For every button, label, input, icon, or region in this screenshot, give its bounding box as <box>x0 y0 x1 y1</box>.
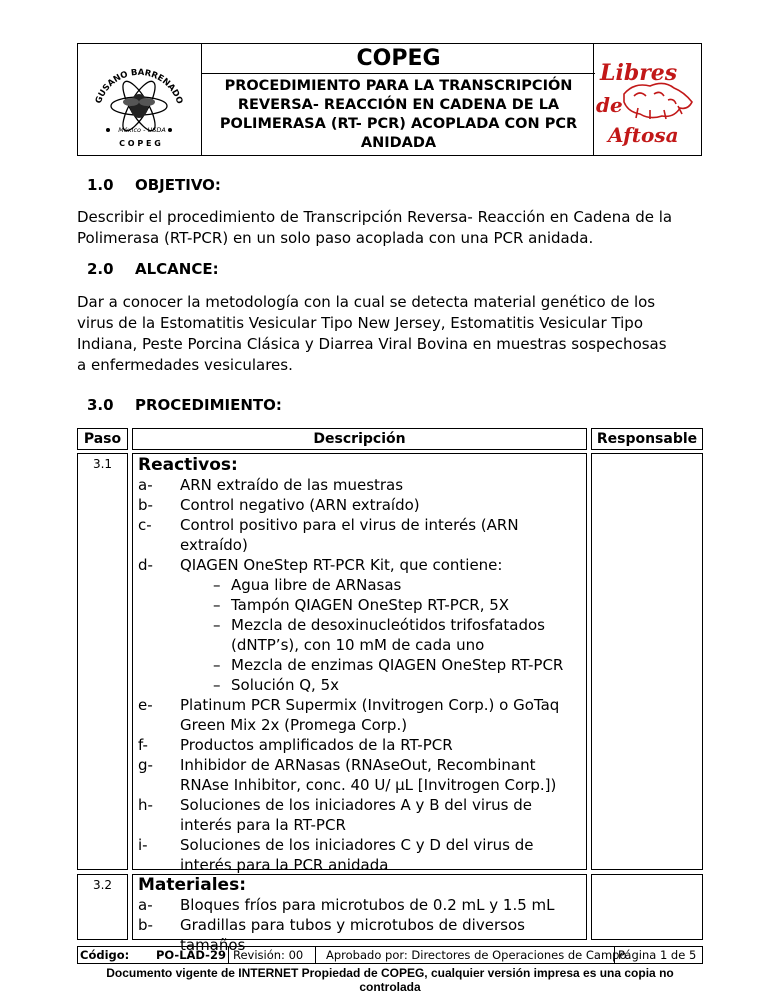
logo-script-top: Libres <box>600 60 678 86</box>
body-line: virus de la Estomatitis Vesicular Tipo New Jersey, Estomatitis Vesicular Tipo <box>77 314 643 332</box>
list-item: h- Soluciones de los iniciadores A y B del virus de interés para la RT-PCR <box>138 796 532 834</box>
list-item: b- Gradillas para tubos y microtubos de diversos tamaños <box>138 916 525 954</box>
section-number: 1.0 <box>87 176 114 194</box>
body-line: Polimerasa (RT-PCR) en un solo paso acoplada con una PCR anidada. <box>77 229 594 247</box>
subtitle-line: PROCEDIMIENTO PARA LA TRANSCRIPCIÓN <box>224 78 573 94</box>
body-line: Dar a conocer la metodología con la cual se detecta material genético de los <box>77 293 656 311</box>
list-item: a- ARN extraído de las muestras <box>138 476 404 494</box>
table-row-description <box>132 874 587 954</box>
page-title: COPEG <box>202 44 595 74</box>
list-item: d- QIAGEN OneStep RT-PCR Kit, que contiene: <box>138 556 503 574</box>
header-title-block <box>202 44 595 155</box>
table-row-responsable <box>591 874 703 940</box>
document-header <box>77 43 702 156</box>
sub-list-item: – Solución Q, 5x <box>213 676 340 694</box>
list-item: e- Platinum PCR Supermix (Invitrogen Corp.) o GoTaq Green Mix 2x (Promega Corp.) <box>138 696 560 734</box>
sub-list-item: – Agua libre de ARNasas <box>213 576 402 594</box>
column-header-descripcion: Descripción <box>132 428 587 450</box>
section-body <box>77 292 702 376</box>
list-item: b- Control negativo (ARN extraído) <box>138 496 420 514</box>
table-row-step: 3.1 <box>77 453 128 870</box>
seal-mid-text: México - USDA <box>118 126 166 134</box>
document-subtitle <box>202 74 595 153</box>
footer-note: Documento vigente de INTERNET Propiedad de COPEG, cualquier versión impresa es una copia no controlada <box>106 966 674 994</box>
body-line: Indiana, Peste Porcina Clásica y Diarrea Viral Bovina en muestras sospechosas <box>77 335 667 353</box>
list-item: c- Control positivo para el virus de interés (ARN extraído) <box>138 516 519 554</box>
subtitle-line: ANIDADA <box>360 135 437 151</box>
section-number: 2.0 <box>87 260 114 278</box>
list-item: a- Bloques fríos para microtubos de 0.2 mL y 1.5 mL <box>138 896 555 914</box>
footer-approved: Aprobado por: Directores de Operaciones de Campo <box>326 948 627 962</box>
section-title: OBJETIVO: <box>135 176 221 194</box>
copeg-seal-logo <box>78 44 202 155</box>
subtitle-line: REVERSA- REACCIÓN EN CADENA DE LA <box>237 97 560 113</box>
seal-arc-text: GUSANO BARRENADO <box>93 67 185 106</box>
cattle-drawing <box>624 83 692 119</box>
footer-code: PO-LAD-29 <box>156 948 226 962</box>
libres-de-aftosa-logo <box>593 44 701 155</box>
section-title: ALCANCE: <box>135 260 219 278</box>
seal-bottom-text: C O P E G <box>119 139 161 148</box>
sub-list-item: – Tampón QIAGEN OneStep RT-PCR, 5X <box>213 596 510 614</box>
body-line: a enfermedades vesiculares. <box>77 356 293 374</box>
table-row-step: 3.2 <box>77 874 128 940</box>
sub-list-item: – Mezcla de desoxinucleótidos trifosfatados (dNTP’s), con 10 mM de cada uno <box>213 616 545 654</box>
column-header-responsable: Responsable <box>591 428 703 450</box>
footer-revision: Revisión: 00 <box>233 948 304 962</box>
list-item: f- Productos amplificados de la RT-PCR <box>138 736 453 754</box>
document-footer <box>77 946 703 964</box>
body-line: Describir el procedimiento de Transcripción Reversa- Reacción en Cadena de la <box>77 208 673 226</box>
list-item: g- Inhibidor de ARNasas (RNAseOut, Recombinant RNAse Inhibitor, conc. 40 U/ µL [Invitrogen Corp.]) <box>138 756 557 794</box>
subtitle-line: POLIMERASA (RT- PCR) ACOPLADA CON PCR <box>219 116 578 132</box>
table-row-responsable <box>591 453 703 870</box>
section-number: 3.0 <box>87 396 114 414</box>
section-body <box>77 207 702 249</box>
section-title: PROCEDIMIENTO: <box>135 396 282 414</box>
footer-page: Página 1 de 5 <box>618 948 697 962</box>
logo-script-mid: de <box>596 93 623 117</box>
column-header-paso: Paso <box>77 428 128 450</box>
footer-code-label: Código: <box>80 948 130 962</box>
sub-list-item: – Mezcla de enzimas QIAGEN OneStep RT-PCR <box>213 656 564 674</box>
table-row-description <box>132 453 587 874</box>
materiales-heading: Materiales: <box>138 875 247 895</box>
reactivos-heading: Reactivos: <box>138 455 238 475</box>
svg-text:GUSANO BARRENADOR DEL GANADO <box>78 44 184 105</box>
logo-script-bottom: Aftosa <box>608 123 679 147</box>
list-item: i- Soluciones de los iniciadores C y D del virus de interés para la PCR anidada <box>138 836 534 874</box>
